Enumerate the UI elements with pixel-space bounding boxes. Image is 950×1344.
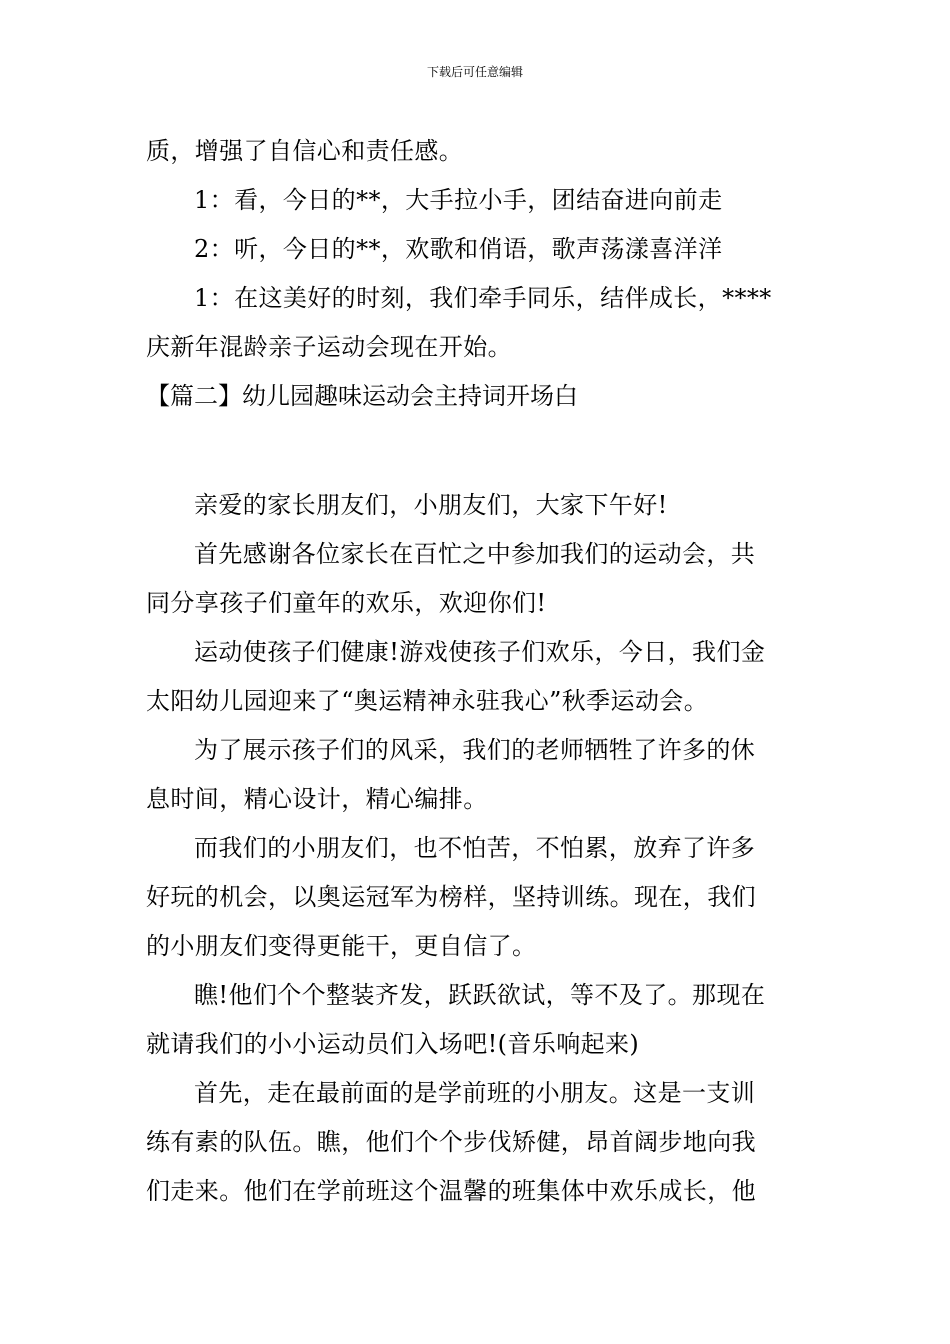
paragraph-line: 练有素的队伍。瞧，他们个个步伐矫健，昂首阔步地向我 [146,1128,756,1156]
paragraph-line: 1：看，今日的**，大手拉小手，团结奋进向前走 [194,186,723,214]
document-body [146,127,808,1216]
paragraph-line: 首先感谢各位家长在百忙之中参加我们的运动会，共 [194,540,756,568]
paragraph-line: 太阳幼儿园迎来了“奥运精神永驻我心”秋季运动会。 [146,687,709,715]
paragraph-line: 运动使孩子们健康!游戏使孩子们欢乐，今日，我们金 [194,638,766,666]
paragraph-line: 们走来。他们在学前班这个温馨的班集体中欢乐成长，他 [146,1177,756,1205]
paragraph-line: 亲爱的家长朋友们，小朋友们，大家下午好! [194,491,668,519]
paragraph-line: 同分享孩子们童年的欢乐，欢迎你们! [146,589,547,617]
paragraph-line: 首先，走在最前面的是学前班的小朋友。这是一支训 [194,1079,756,1107]
paragraph-line: 息时间，精心设计，精心编排。 [146,785,488,813]
paragraph-line: 2：听，今日的**，欢歌和俏语，歌声荡漾喜洋洋 [194,235,723,263]
paragraph-line: 的小朋友们变得更能干，更自信了。 [146,932,537,960]
section-heading: 【篇二】幼儿园趣味运动会主持词开场白 [146,382,578,410]
paragraph-line: 好玩的机会，以奥运冠军为榜样，坚持训练。现在，我们 [146,883,756,911]
page-header-note: 下载后可任意编辑 [426,65,523,79]
paragraph-line: 就请我们的小小运动员们入场吧!(音乐响起来) [146,1030,640,1058]
paragraph-line: 瞧!他们个个整装齐发，跃跃欲试，等不及了。那现在 [194,981,766,1009]
paragraph-line: 为了展示孩子们的风采，我们的老师牺牲了许多的休 [194,736,756,764]
paragraph-line: 庆新年混龄亲子运动会现在开始。 [146,333,512,361]
paragraph-line: 而我们的小朋友们，也不怕苦，不怕累，放弃了许多 [194,834,756,862]
paragraph-line: 1：在这美好的时刻，我们牵手同乐，结伴成长，**** [194,284,772,312]
paragraph-line: 质，增强了自信心和责任感。 [146,137,464,165]
section-spacer [146,421,808,481]
